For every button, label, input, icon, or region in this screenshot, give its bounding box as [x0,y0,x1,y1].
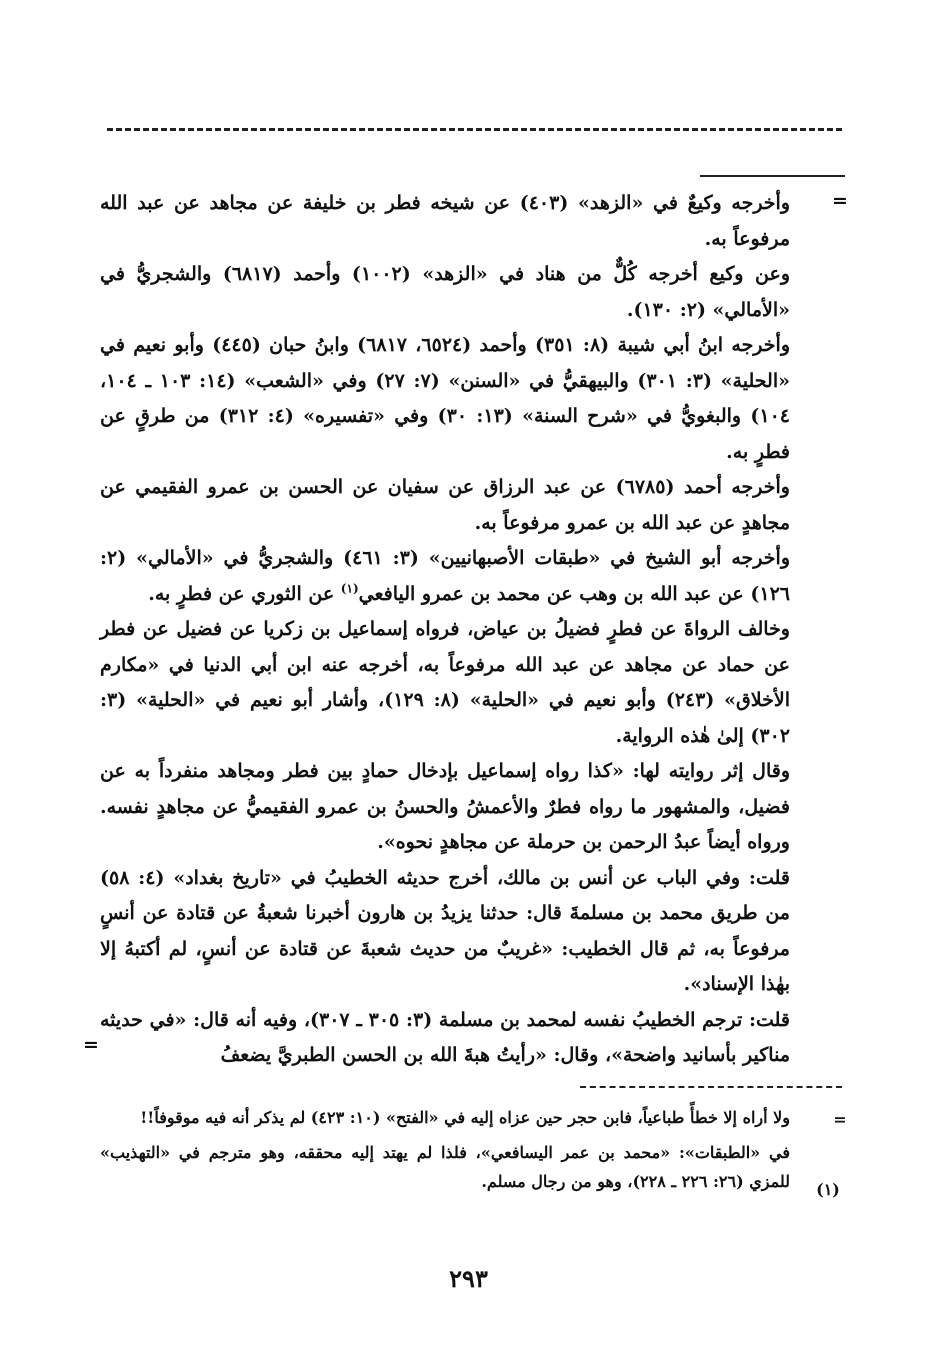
paragraph: وقال إثر روايته لها: «كذا رواه إسماعيل بإدخال حمادٍ بين فطر ومجاهد منفرداً به عن فضيل، والمشهور ما رواه فطرٌ والأعمشُ والحسنُ بن عمرو الفقيميُّ عن مجاهدٍ نفسه. ورواه أيضاً عبدُ الرحمن بن حرملة عن مجاهدٍ نحوه». [100,760,790,853]
continuation-mark: = [832,190,848,212]
footnote-continuation-mark: = [833,1110,847,1129]
page-number: ٢٩٣ [449,1264,488,1293]
header-dashed-rule [107,128,842,131]
paragraph: وأخرجه أحمد (٦٧٨٥) عن عبد الرزاق عن سفيان عن الحسن بن عمرو الفقيمي عن مجاهدٍ عن عبد الله بن عمرو مرفوعاً به. [100,476,790,534]
paragraph: قلت: ترجم الخطيبُ نفسه لمحمد بن مسلمة (٣: ٣٠٥ ـ ٣٠٧)، وفيه أنه قال: «في حديثه مناكير بأسانيد واضحة»، وقال: «رأيتُ هبةَ الله بن الحسن الطبريَّ يضعفُ [100,1008,790,1066]
paragraph-text: وأخرجه أبو الشيخ في «طبقات الأصبهانيين» (٣: ٤٦١) والشجريُّ في «الأمالي» (٢: ١٢٦) عن عبد الله بن وهب عن محمد بن عمرو اليافعي [100,547,790,605]
paragraph [100,541,790,612]
paragraph: وخالف الرواةَ عن فطرٍ فضيلُ بن عياض، فرواه إسماعيل بن زكريا عن فضيل عن فطر عن حماد عن مجاهد عن عبد الله مرفوعاً به، أخرجه عنه ابن أبي الدنيا في «مكارم الأخلاق» (٢٤٣) وأبو نعيم في «الحلية» (٨: ١٢٩)، وأشار أبو نعيم في «الحلية» (٣: ٣٠٢) إلىٰ هٰذه الرواية. [100,618,790,747]
footnote-text: في «الطبقات»: «محمد بن عمر اليسافعي»، فلذا لم يهتد إليه محققه، وهو مترجم في «التهذيب» للمزي (٢٦: ٢٢٦ ـ ٢٢٨)، وهو من رجال مسلم. [100,1143,790,1191]
main-text [100,186,790,1074]
footnote-dashed-rule [580,1086,842,1088]
footnotes [100,1103,790,1202]
paragraph: وأخرجه ابنُ أبي شيبة (٨: ٣٥١) وأحمد (٦٥٢٤، ٦٨١٧) وابنُ حبان (٤٤٥) وأبو نعيم في «الحلية» (٣: ٣٠١) والبيهقيُّ في «السنن» (٧: ٢٧) وفي «الشعب» (١٤: ١٠٣ ـ ١٠٤، ١٠٤) والبغويُّ في «شرح السنة» (١٣: ٣٠) وفي «تفسيره» (٤: ٣١٢) من طرقٍ عن فطرٍ به. [100,334,790,463]
header-short-rule [700,175,845,177]
paragraph: قلت: وفي الباب عن أنس بن مالك، أخرج حديثه الخطيبُ في «تاريخ بغداد» (٤: ٥٨) من طريق محمد بن مسلمةَ قال: حدثنا يزيدُ بن هارون أخبرنا شعبةُ عن قتادة عن أنسٍ مرفوعاً به، ثم قال الخطيب: «غريبٌ من حديث شعبةَ عن قتادة عن أنسٍ، لم أكتبهُ إلا بهٰذا الإسناد». [100,866,790,995]
footnote-continuation: ولا أراه إلا خطأً طباعياً، فابن حجر حين عزاه إليه في «الفتح» (١٠: ٤٢٣) لم يذكر أنه فيه موقوفاً!! [140,1108,790,1127]
paragraph: وأخرجه وكيعٌ في «الزهد» (٤٠٣) عن شيخه فطر بن خليفة عن مجاهد عن عبد الله مرفوعاً به. [100,192,790,250]
footnote-number: (١) [816,1180,840,1199]
paragraph-text: عن الثوري عن فطرٍ به. [148,582,335,605]
footnote-reference[interactable]: (١) [340,581,359,596]
paragraph: وعن وكيع أخرجه كُلٌّ من هناد في «الزهد» (١٠٠٢) وأحمد (٦٨١٧) والشجريُّ في «الأمالي» (٢: ١٣٠). [100,263,790,321]
continues-mark: = [83,1034,99,1056]
